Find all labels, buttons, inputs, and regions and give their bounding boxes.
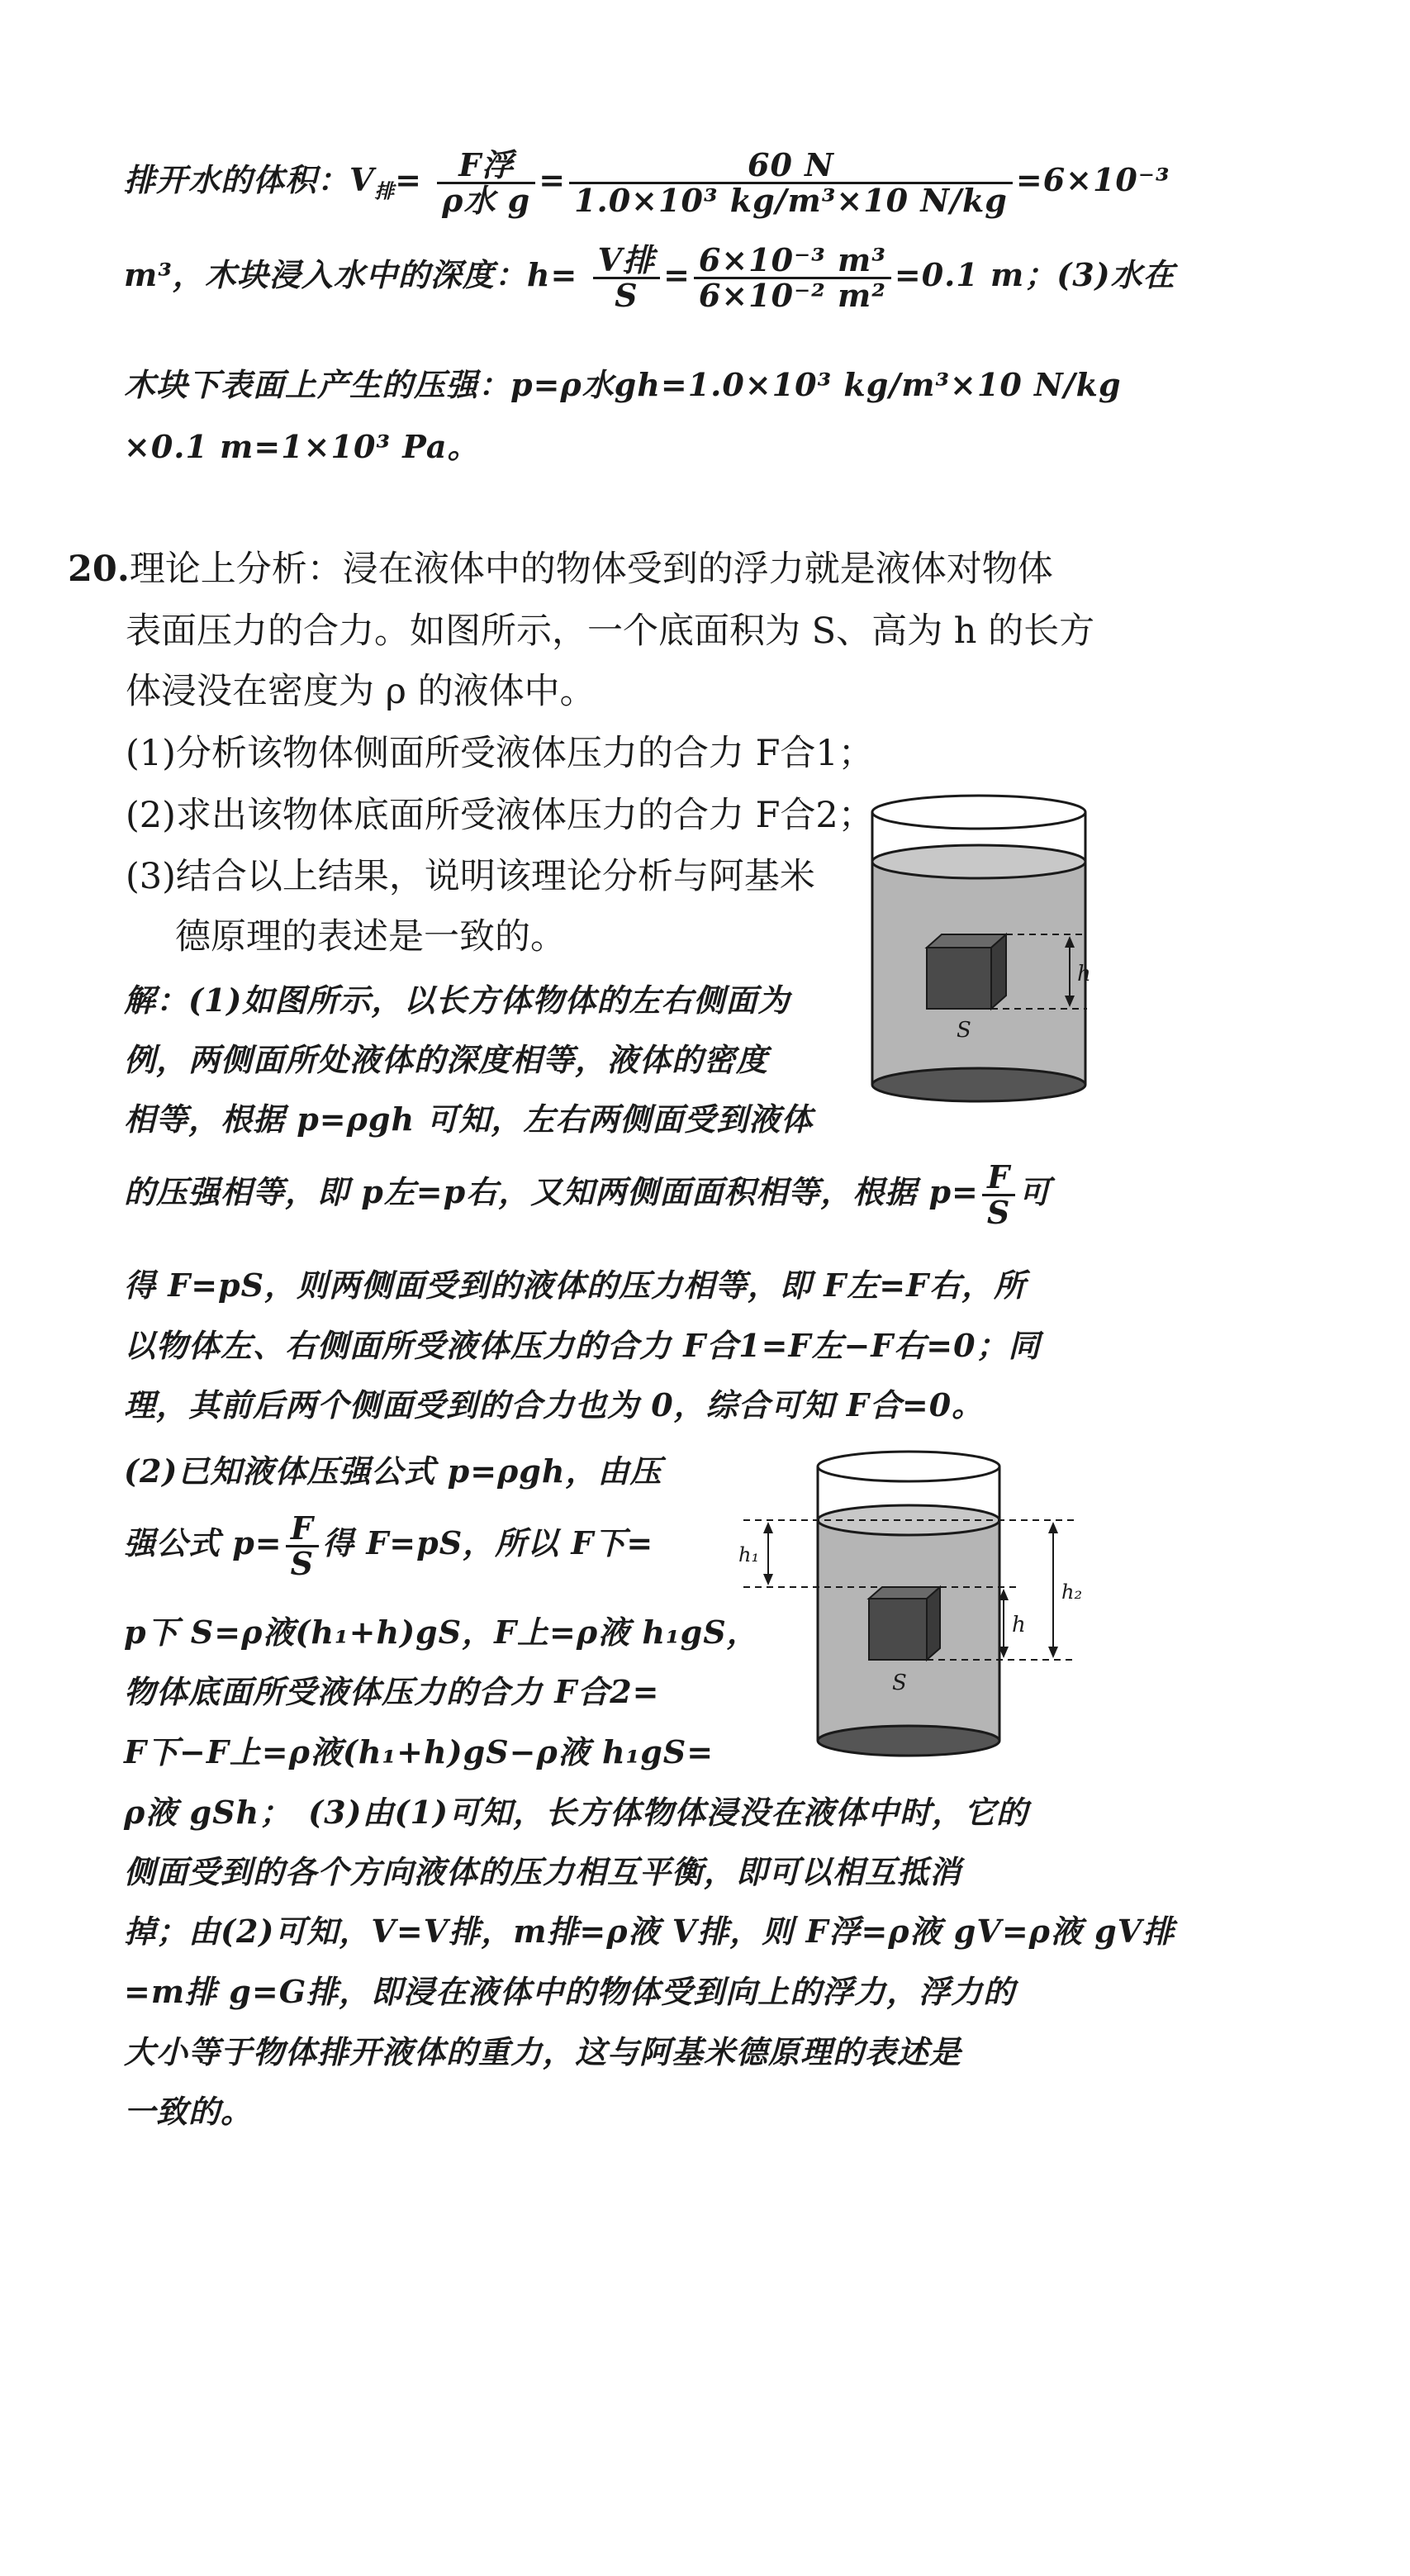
beaker-bottom [872,1068,1085,1101]
block-front [869,1599,927,1660]
answer-line-b2 [124,1509,654,1582]
volume-subscript: 排 [374,179,396,203]
question-20-line-1 [68,541,1053,592]
beaker-bottom [818,1726,999,1756]
sub-question-3-line-1: (3)结合以上结果，说明该理论分析与阿基米 [126,856,815,897]
fraction-denominator: 1.0×10³ kg/m³×10 N/kg [574,181,1008,219]
answer-line-b11: 一致的。 [124,2093,254,2130]
solution-19-line-4: ×0.1 m=1×10³ Pa。 [124,428,480,465]
volume-unit: m³ [124,255,173,293]
answer-line-b7: 侧面受到的各个方向液体的压力相互平衡，即可以相互抵消 [124,1853,962,1890]
label-h: h [1077,962,1091,986]
fraction-denominator: S [290,1544,315,1582]
fraction-buoyancy-over-density [437,146,535,219]
answer-line-1: 解：(1)如图所示，以长方体物体的左右侧面为 [124,981,790,1019]
sub-question-3-line-2: 德原理的表述是一致的。 [175,916,566,958]
question-number: 20. [68,549,130,590]
fraction-numerator: V排 [593,244,660,279]
answer-line-b9: =m排 g=G排，即浸在液体中的物体受到向上的浮力，浮力的 [124,1973,1016,2010]
volume-symbol: V [349,160,375,198]
question-stem-line-2: 表面压力的合力。如图所示，一个底面积为 S、高为 h 的长方 [126,611,1095,652]
arrow-h2-down [1048,1647,1058,1658]
answer-line-3: 相等，根据 p=ρgh 可知，左右两侧面受到液体 [124,1100,814,1138]
equals-sign: = [395,160,422,198]
volume-result: =6×10⁻³ [1015,160,1170,198]
solution-19-line-3: 木块下表面上产生的压强：p=ρ水gh=1.0×10³ kg/m³×10 N/kg [124,366,1122,403]
fraction-numerator: F浮 [437,149,535,184]
fraction-numeric-depth [694,241,891,314]
fraction-numerator: 60 N [569,149,1013,184]
answer-line-b8: 掉；由(2)可知，V=V排，m排=ρ液 V排，则 F浮=ρ液 gV=ρ液 gV排 [124,1913,1175,1950]
solution-19 [124,146,1175,487]
answer-line-4 [124,1158,1052,1231]
answer-line-b5: F下−F上=ρ液(h₁+h)gS−ρ液 h₁gS= [124,1733,714,1770]
liquid-surface [872,845,1085,878]
answer-line-b2-end: 得 F=pS，所以 F下= [322,1523,654,1561]
answer-line-5: 得 F=pS，则两侧面受到的液体的压力相等，即 F左=F右，所 [124,1267,1027,1304]
label-h2: h₂ [1061,1580,1083,1604]
answer-line-4-end: 可 [1018,1172,1052,1210]
fraction-pressure-formula-2 [286,1509,319,1582]
answer-line-b4: 物体底面所受液体压力的合力 F合2= [124,1673,660,1710]
answer-line-b10: 大小等于物体排开液体的重力，这与阿基米德原理的表述是 [124,2033,962,2070]
sub-question-2: (2)求出该物体底面所受液体压力的合力 F合2； [126,795,874,836]
answer-line-b2-text: 强公式 p= [124,1523,282,1561]
answer-line-2: 例，两侧面所处液体的深度相等，液体的密度 [124,1041,769,1078]
fraction-numerator: 6×10⁻³ m³ [694,244,891,279]
solution-19-line-2: m³，木块浸入水中的深度：h= $\frac{\text{V排}}{S}$ = $\frac{\text{6×10⁻³ m³}}{\text{6×10⁻² m²}}$ =0.1 m；(3)水在 [124,241,1175,314]
fraction-pressure-formula [982,1158,1015,1231]
fraction-numerator: F [982,1161,1015,1196]
block-side [991,934,1006,1009]
question-stem-line-1: 理论上分析：浸在液体中的物体受到的浮力就是液体对物体 [129,549,1053,590]
fraction-numeric-volume [569,146,1013,219]
answer-line-7: 理，其前后两个侧面受到的合力也为 0，综合可知 F合=0。 [124,1386,985,1423]
block-side [927,1587,940,1660]
answer-line-4-text: 的压强相等，即 p左=p右，又知两侧面面积相等，根据 p= [124,1172,979,1210]
fraction-denominator: S [615,276,639,314]
answer-line-b1: (2)已知液体压强公式 p=ρgh，由压 [124,1452,662,1490]
volume-label: 排开水的体积： [124,160,350,198]
label-S: S [892,1671,907,1695]
arrow-h1-down [763,1574,773,1585]
sub-question-1: (1)分析该物体侧面所受液体压力的合力 F合1； [126,733,874,774]
arrow-h2-up [1048,1522,1058,1533]
answer-line-b6: ρ液 gSh； (3)由(1)可知，长方体物体浸没在液体中时，它的 [124,1794,1028,1831]
label-h1: h₁ [738,1543,760,1566]
question-stem-line-3: 体浸没在密度为 ρ 的液体中。 [126,671,596,712]
fraction-denominator: S [986,1193,1011,1231]
block-front [927,948,991,1009]
beaker-rim [872,796,1085,829]
answer-line-b3: p下 S=ρ液(h₁+h)gS，F上=ρ液 h₁gS， [124,1614,759,1651]
fraction-volume-over-area [593,241,660,314]
figure-beaker-1 [859,789,1107,1111]
depth-text: ，木块浸入水中的深度：h= [172,255,578,293]
label-h: h [1012,1613,1026,1637]
arrow-h1-up [763,1522,773,1533]
fraction-denominator: ρ水 g [442,181,531,219]
figure-beaker-2 [727,1442,1090,1772]
answer-line-6: 以物体左、右侧面所受液体压力的合力 F合1=F左−F右=0；同 [124,1327,1041,1364]
depth-result: =0.1 m；(3)水在 [894,255,1175,293]
beaker-rim [818,1452,999,1481]
solution-19-line-1: 排开水的体积：$V_排=$ $\frac{\text{F浮}}{\text{ρ水 g}}$ = $\frac{60 N}{\text{1.0×10³ kg/m³×10 N/kg}}$ =6×10⁻³ [124,146,1170,219]
fraction-denominator: 6×10⁻² m² [698,276,886,314]
fraction-numerator: F [286,1512,319,1547]
label-S: S [957,1018,971,1043]
